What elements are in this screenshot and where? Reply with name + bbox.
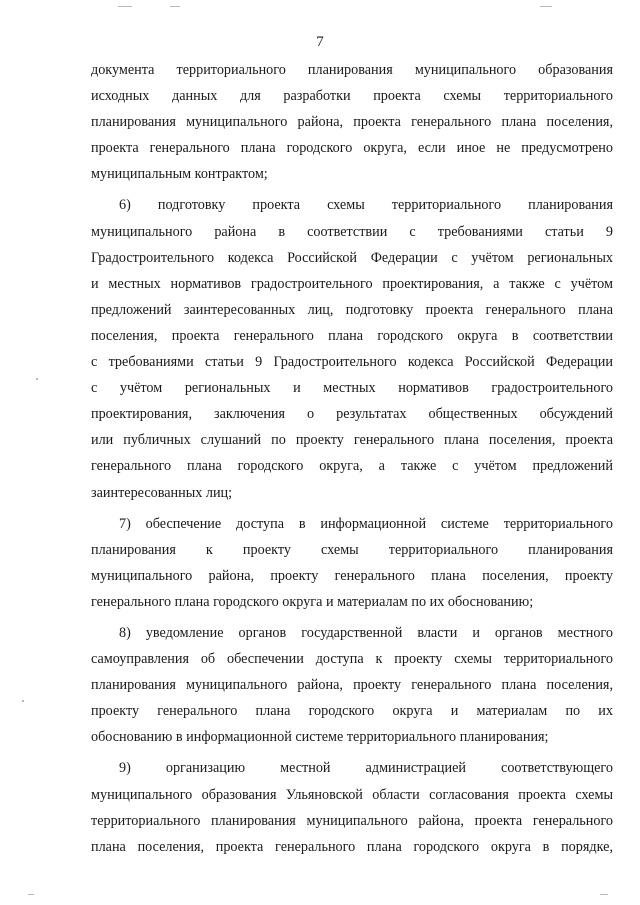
text-line: проектирования, заключения о результатах общественных обсуждений [91,406,613,423]
text-line: генерального плана городского округа, а также с учётом предложений [91,458,613,475]
text-line: муниципальным контрактом; [91,166,268,183]
scan-speck [36,378,38,380]
paragraph-p2 [91,192,613,505]
text-line: документа территориального планирования муниципального образования [91,62,613,78]
text-line: территориального планирования муниципального района, проекта генерального [91,812,613,829]
text-line: с требованиями статьи 9 Градостроительного кодекса Российской Федерации [91,354,613,371]
text-line: планирования муниципального района, проекта генерального плана поселения, [91,114,613,131]
scan-speck [170,6,180,7]
text-line: исходных данных для разработки проекта схемы территориального [91,88,613,105]
text-line: 8) уведомление органов государственной власти и органов местного [119,624,613,641]
paragraph-p3 [91,511,613,615]
text-line: заинтересованных лиц; [91,484,233,501]
scan-speck [540,6,552,7]
scan-speck [118,6,132,7]
text-line: поселения, проекта генерального плана городского округа в соответствии [91,327,613,344]
text-line: планирования муниципального района, проекту генерального плана поселения, [91,677,613,694]
text-line: муниципального района, проекту генерального плана поселения, проекту [91,567,613,584]
text-line: и местных нормативов градостроительного проектирования, а также с учётом [91,275,613,292]
text-line: проекту генерального плана городского округа и материалам по их [91,703,613,720]
text-line: муниципального района в соответствии с требованиями статьи 9 [91,223,613,240]
text-line: самоуправления об обеспечении доступа к проекту схемы территориального [91,651,613,668]
text-line: муниципального образования Ульяновской области согласования проекта схемы [91,786,613,803]
text-line: генерального плана городского округа и материалам по их обоснованию; [91,593,534,610]
paragraph-p1 [91,57,613,187]
text-line: предложений заинтересованных лиц, подготовку проекта генерального плана [91,301,613,318]
text-line: с учётом региональных и местных нормативов градостроительного [91,380,613,397]
text-line: 7) обеспечение доступа в информационной системе территориального [119,515,613,532]
body-text [91,57,613,865]
scan-speck [600,894,608,895]
text-line: обоснованию в информационной системе территориального планирования; [91,729,549,746]
text-line: 9) организацию местной администрацией соответствующего [119,760,613,777]
page-number: 7 [316,34,324,50]
text-line: планирования к проекту схемы территориального планирования [91,541,613,558]
text-line: Градостроительного кодекса Российской Федерации с учётом региональных [91,249,613,266]
text-line: 6) подготовку проекта схемы территориального планирования [119,197,613,214]
text-line: плана поселения, проекта генерального плана городского округа в порядке, [91,838,613,855]
paragraph-p5 [91,755,613,859]
scan-speck [28,894,34,895]
text-line: проекта генерального плана городского округа, если иное не предусмотрено [91,140,613,157]
paragraph-p4 [91,620,613,750]
scan-speck [22,700,24,702]
text-line: или публичных слушаний по проекту генерального плана поселения, проекта [91,432,613,449]
